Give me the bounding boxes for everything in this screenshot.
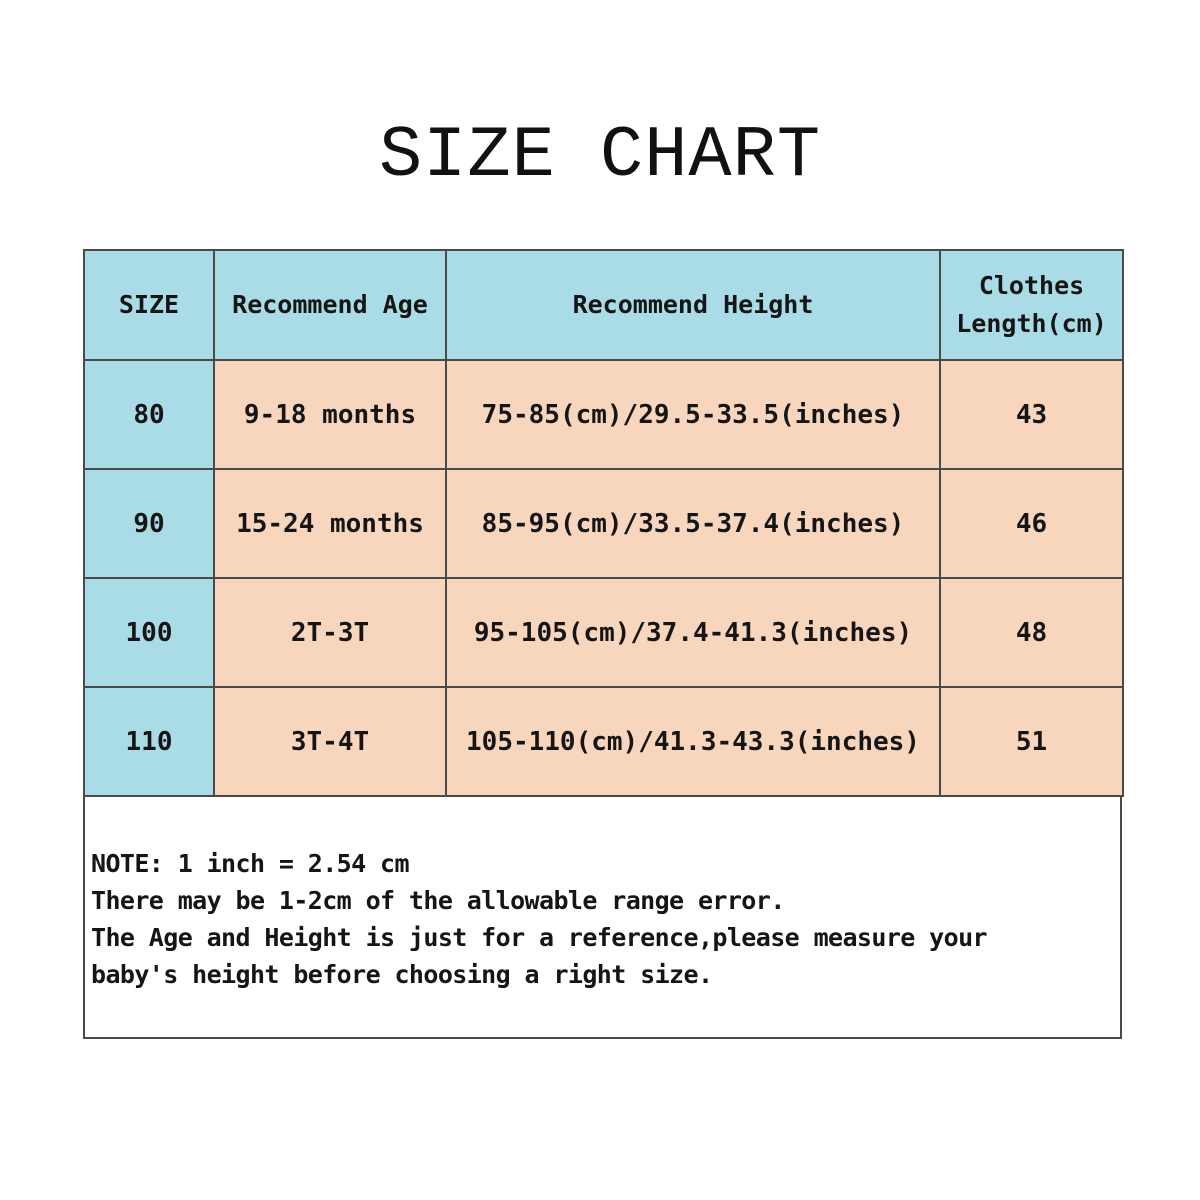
cell-age: 9-18 months [214, 360, 446, 469]
table-row [84, 578, 1123, 687]
cell-height: 95-105(cm)/37.4-41.3(inches) [446, 578, 940, 687]
cell-length: 46 [940, 469, 1123, 578]
table-header-row [84, 250, 1123, 360]
note-text [91, 845, 1116, 993]
cell-length: 43 [940, 360, 1123, 469]
cell-size: 90 [84, 469, 214, 578]
header-recommend-age: Recommend Age [214, 250, 446, 360]
cell-size: 110 [84, 687, 214, 796]
cell-height: 75-85(cm)/29.5-33.5(inches) [446, 360, 940, 469]
note-line-error: There may be 1-2cm of the allowable range error. [91, 886, 785, 915]
note-box [83, 797, 1122, 1039]
note-line-reference: The Age and Height is just for a reference,please measure your [91, 923, 987, 952]
cell-age: 3T-4T [214, 687, 446, 796]
header-size: SIZE [84, 250, 214, 360]
header-clothes-length-line2: Length(cm) [956, 309, 1107, 338]
note-line-conversion: NOTE: 1 inch = 2.54 cm [91, 849, 409, 878]
table-row [84, 360, 1123, 469]
cell-age: 15-24 months [214, 469, 446, 578]
header-recommend-height: Recommend Height [446, 250, 940, 360]
cell-length: 48 [940, 578, 1123, 687]
cell-length: 51 [940, 687, 1123, 796]
cell-height: 105-110(cm)/41.3-43.3(inches) [446, 687, 940, 796]
cell-height: 85-95(cm)/33.5-37.4(inches) [446, 469, 940, 578]
cell-age: 2T-3T [214, 578, 446, 687]
header-clothes-length-line1: Clothes [978, 271, 1085, 300]
table-row [84, 687, 1123, 796]
cell-size: 80 [84, 360, 214, 469]
page-title: SIZE CHART [378, 115, 822, 197]
note-line-measure: baby's height before choosing a right size. [91, 960, 713, 989]
cell-size: 100 [84, 578, 214, 687]
table-row [84, 469, 1123, 578]
size-chart-table [83, 249, 1124, 797]
header-clothes-length [940, 250, 1123, 360]
